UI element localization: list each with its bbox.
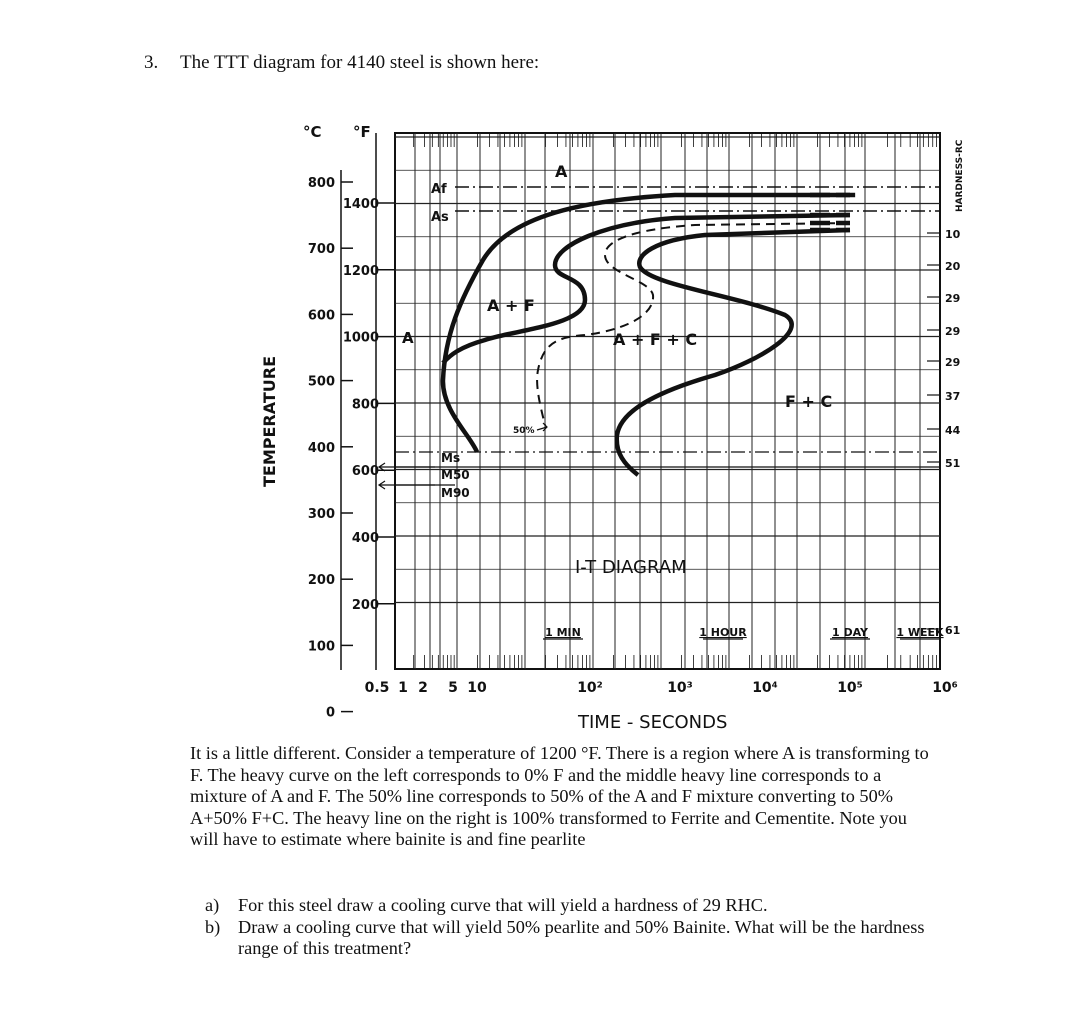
question-heading xyxy=(144,52,539,74)
hardness-value: 29 xyxy=(945,325,961,338)
hardness-value: 20 xyxy=(945,260,961,273)
fahrenheit-tick-label: 1200 xyxy=(342,263,379,279)
celsius-unit: °C xyxy=(303,123,322,141)
finish-curve-100pct xyxy=(617,230,850,475)
question-text: The TTT diagram for 4140 steel is shown here: xyxy=(180,52,540,73)
region-a-f: A + F xyxy=(487,296,535,315)
celsius-tick-label: 100 xyxy=(307,639,335,655)
task-text: For this steel draw a cooling curve that will yield a hardness of 29 RHC. xyxy=(238,895,768,915)
celsius-tick-label: 800 xyxy=(307,176,335,191)
time-tick-labels xyxy=(365,680,958,696)
hardness-value: 29 xyxy=(945,292,961,305)
hardness-value: 37 xyxy=(945,390,961,403)
time-tick-label: 10³ xyxy=(667,680,693,696)
time-tick-label: 10 xyxy=(467,680,487,696)
hardness-value: 44 xyxy=(945,424,961,437)
fahrenheit-tick-label: 400 xyxy=(351,531,379,546)
hardness-value: 10 xyxy=(945,228,961,241)
time-markers xyxy=(543,626,944,639)
time-marker-label: 1 DAY xyxy=(831,626,869,639)
fahrenheit-tick-label: 200 xyxy=(351,597,379,613)
time-marker-label: 1 MIN xyxy=(545,626,581,639)
hardness-values xyxy=(945,228,961,637)
explanation-paragraph: It is a little different. Consider a temperature of 1200 °F. There is a region where A is transforming to F. The heavy curve on the left corresponds to 0% F and the middle heavy line corresponds to a mixture of A and F. The 50% line corresponds to 50% of the A and F mixture converting to 50% A+50% F+C. The heavy line on the right is 100% transformed to Ferrite and Cementite. Note you will have to estimate where bainite is and fine pearlite xyxy=(190,743,929,849)
y-axis-label: TEMPERATURE xyxy=(260,355,279,487)
celsius-tick-label: 400 xyxy=(307,440,335,456)
x-axis-label: TIME - SECONDS xyxy=(578,712,728,733)
task-item-a xyxy=(205,895,935,917)
fahrenheit-tick-labels xyxy=(343,197,379,613)
celsius-tick-labels xyxy=(308,176,335,721)
hardness-value: 61 xyxy=(945,624,961,637)
time-tick-label: 0.5 xyxy=(364,680,390,696)
time-marker-label: 1 HOUR xyxy=(699,626,747,639)
time-tick-label: 2 xyxy=(418,680,428,696)
celsius-tick-label: 300 xyxy=(307,507,335,522)
ttt-diagram xyxy=(255,115,975,735)
fahrenheit-unit: °F xyxy=(353,123,371,141)
hardness-value: 51 xyxy=(945,457,961,470)
time-tick-label: 1 xyxy=(398,680,408,696)
right-axis-label: HARDNESS-RC xyxy=(955,139,965,212)
task-label: b) xyxy=(205,916,221,937)
fahrenheit-tick-label: 600 xyxy=(351,464,379,480)
ms-arrows xyxy=(379,463,435,489)
m90-label: M90 xyxy=(441,486,470,500)
time-tick-label: 10⁴ xyxy=(752,680,778,696)
region-a-f-c: A + F + C xyxy=(613,330,698,349)
time-tick-label: 5 xyxy=(448,680,458,696)
region-a-top: A xyxy=(555,162,568,181)
celsius-tick-label: 700 xyxy=(307,242,335,258)
task-text: Draw a cooling curve that will yield 50% pearlite and 50% Bainite. What will be the hardness range of this treatment? xyxy=(238,916,925,958)
time-tick-label: 10⁵ xyxy=(837,680,863,696)
celsius-tick-label: 200 xyxy=(307,573,335,589)
region-f-c: F + C xyxy=(785,392,833,411)
task-list xyxy=(205,895,935,960)
as-label: As xyxy=(431,210,449,225)
dashed-extensions xyxy=(810,195,850,230)
hardness-value: 29 xyxy=(945,356,961,369)
celsius-tick-label: 0 xyxy=(325,705,335,721)
time-tick-label: 10⁶ xyxy=(932,680,958,696)
fahrenheit-tick-label: 1400 xyxy=(342,197,379,212)
diagram-title: I-T DIAGRAM xyxy=(575,557,687,578)
task-item-b xyxy=(205,917,935,960)
region-fifty-pct: 50% xyxy=(513,426,535,436)
horizontal-gridlines xyxy=(395,137,940,603)
celsius-tick-label: 500 xyxy=(307,374,335,390)
ms-label: Ms xyxy=(441,451,461,465)
time-marker-label: 1 WEEK xyxy=(896,626,944,639)
m50-label: M50 xyxy=(441,468,470,482)
celsius-tick-label: 600 xyxy=(307,308,335,324)
fahrenheit-tick-label: 800 xyxy=(351,397,379,413)
fahrenheit-tick-label: 1000 xyxy=(342,330,379,346)
af-label: Af xyxy=(431,182,447,197)
plot-frame xyxy=(395,133,940,669)
time-tick-label: 10² xyxy=(577,680,603,696)
task-label: a) xyxy=(205,895,220,915)
region-a-left: A xyxy=(402,329,414,347)
question-number: 3. xyxy=(144,52,159,73)
